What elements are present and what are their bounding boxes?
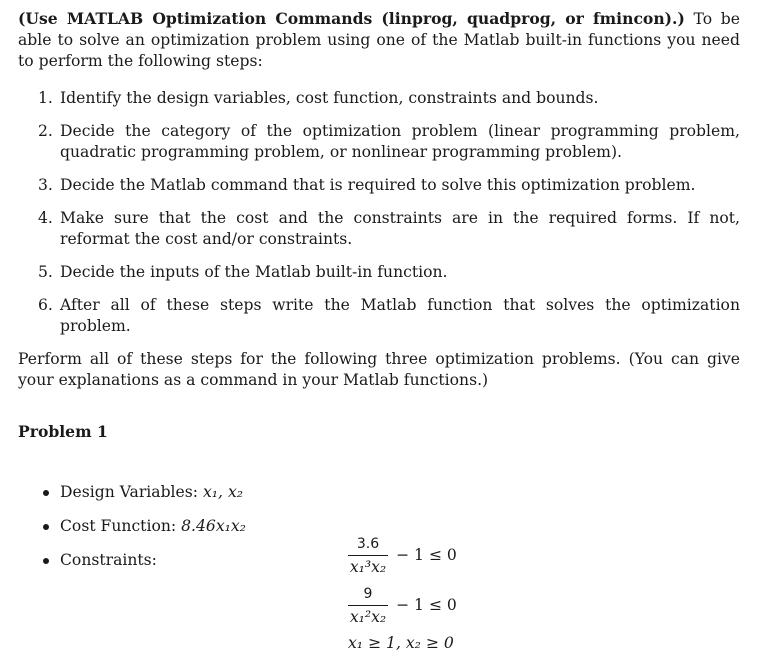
constraints-label: Constraints: (60, 551, 157, 569)
cost-label: Cost Function: (60, 517, 182, 535)
fraction-numerator: 3.6 (356, 535, 380, 552)
constraint-fraction (348, 535, 388, 576)
intro-text: To be able to solve an optimization problem using one of the Matlab built-in functions you need to perform the following steps: (18, 10, 740, 70)
bullet-dot-icon (43, 558, 49, 564)
fraction-bar (348, 605, 388, 606)
fraction-denominator: x₁³x₂ (349, 557, 387, 576)
step-text: Make sure that the cost and the constraints are in the required forms. If not, reformat the cost and/or constraints. (60, 209, 740, 248)
step-item (38, 88, 740, 109)
fraction-numerator: 9 (363, 585, 373, 602)
step-item (38, 175, 740, 196)
step-number: 3. (38, 176, 53, 194)
step-text: Identify the design variables, cost function, constraints and bounds. (60, 89, 599, 107)
design-label: Design Variables: (60, 483, 203, 501)
steps-list (18, 88, 740, 337)
constraint-relation: − 1 ≤ 0 (396, 596, 457, 614)
step-number: 1. (38, 89, 53, 107)
constraint-relation: − 1 ≤ 0 (396, 546, 457, 564)
step-item (38, 208, 740, 250)
step-text: After all of these steps write the Matlab function that solves the optimization problem. (60, 296, 740, 335)
intro-paragraph (18, 8, 740, 72)
step-text: Decide the Matlab command that is required to solve this optimization problem. (60, 176, 696, 194)
bullet-design-variables (60, 482, 740, 503)
bullet-dot-icon (43, 524, 49, 530)
variable-bounds: x₁ ≥ 1, x₂ ≥ 0 (348, 634, 454, 652)
cost-value: 8.46x₁x₂ (181, 517, 246, 535)
constraint-row (348, 580, 498, 630)
constraint-row (348, 530, 498, 580)
step-number: 4. (38, 209, 53, 227)
constraints-block (348, 530, 498, 652)
step-item (38, 295, 740, 337)
step-number: 6. (38, 296, 53, 314)
design-value: x₁, x₂ (202, 483, 243, 501)
fraction-bar (348, 555, 388, 556)
perform-paragraph: Perform all of these steps for the following three optimization problems. (You can give your explanations as a command in your Matlab functions.) (18, 350, 740, 389)
step-number: 2. (38, 122, 53, 140)
step-text: Decide the inputs of the Matlab built-in function. (60, 263, 448, 281)
bullet-dot-icon (43, 490, 49, 496)
constraint-fraction (348, 585, 388, 626)
step-item (38, 121, 740, 163)
intro-lead: (Use MATLAB Optimization Commands (linprog, quadprog, or fmincon).) (18, 9, 685, 28)
step-item (38, 262, 740, 283)
problem-title: Problem 1 (18, 422, 108, 441)
fraction-denominator: x₁²x₂ (349, 607, 387, 626)
document-page (18, 8, 740, 584)
step-number: 5. (38, 263, 53, 281)
step-text: Decide the category of the optimization problem (linear programming problem, quadratic programming problem, or nonlinear programming problem). (60, 122, 740, 161)
